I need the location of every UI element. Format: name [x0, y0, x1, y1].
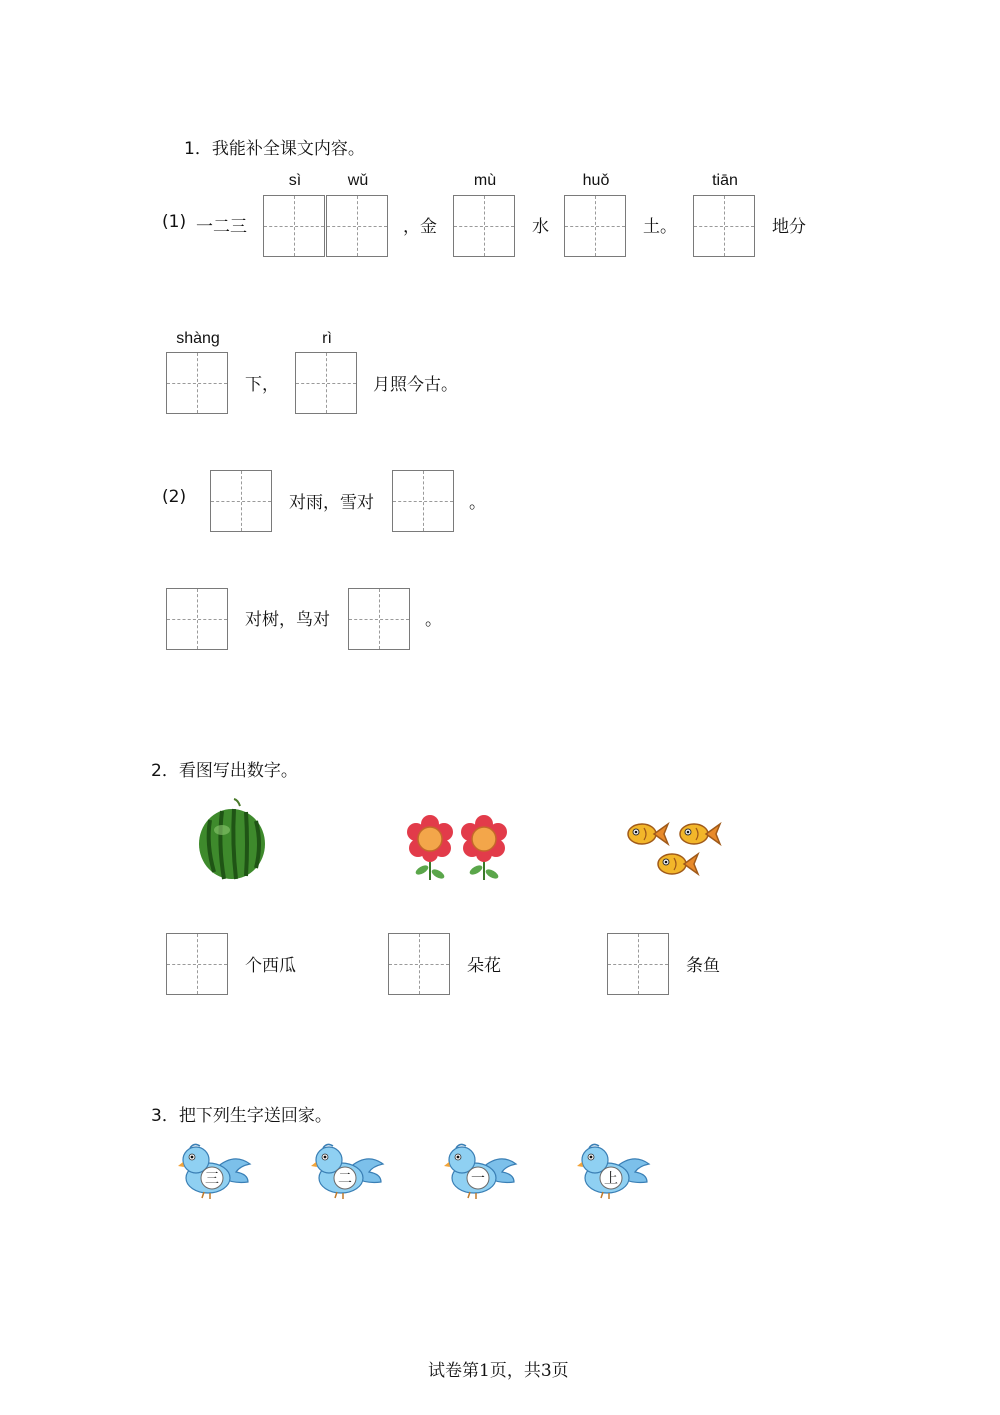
bird-icon[interactable]: [575, 1142, 651, 1202]
fish-icon: [624, 816, 728, 882]
watermelon-icon: [192, 796, 272, 886]
answer-box-huo[interactable]: [564, 195, 626, 257]
answer-box-shang[interactable]: [166, 352, 228, 414]
answer-box-part2-3[interactable]: [166, 588, 228, 650]
answer-box-mu[interactable]: [453, 195, 515, 257]
bird-character: 二: [338, 1171, 352, 1187]
fish-label: 条鱼: [686, 956, 720, 976]
period-1: 。: [469, 493, 486, 513]
tu-text: 土。: [643, 217, 677, 237]
q1-part1-label: (1): [162, 212, 187, 232]
answer-box-flower[interactable]: [388, 933, 450, 995]
page-footer: 试卷第1页，共3页: [428, 1361, 569, 1381]
q1-title: 1．我能补全课文内容。: [184, 139, 365, 159]
bird-character: 三: [205, 1171, 219, 1187]
answer-box-part2-1[interactable]: [210, 470, 272, 532]
bird-character: 上: [604, 1171, 618, 1187]
flower-label: 朵花: [467, 956, 501, 976]
answer-box-watermelon[interactable]: [166, 933, 228, 995]
answer-box-part2-4[interactable]: [348, 588, 410, 650]
bird-icon[interactable]: [309, 1142, 385, 1202]
xia-text: 下，: [245, 375, 279, 395]
duishu-niaodui-text: 对树，鸟对: [245, 610, 330, 630]
bird-icon[interactable]: [442, 1142, 518, 1202]
duiyu-xuedui-text: 对雨，雪对: [289, 493, 374, 513]
pinyin-wu: wǔ: [347, 172, 369, 189]
answer-box-fish[interactable]: [607, 933, 669, 995]
watermelon-label: 个西瓜: [245, 956, 296, 976]
pinyin-si: sì: [288, 172, 302, 189]
answer-box-ri[interactable]: [295, 352, 357, 414]
bird-icon[interactable]: [176, 1142, 252, 1202]
pinyin-huo: huǒ: [582, 172, 610, 189]
period-2: 。: [425, 610, 442, 630]
q3-title: 3．把下列生字送回家。: [151, 1106, 332, 1126]
yuezhaojingu-text: 月照今古。: [373, 375, 458, 395]
flower-icon: [402, 812, 512, 884]
comma-jin-text: ，金: [403, 217, 437, 237]
answer-box-part2-2[interactable]: [392, 470, 454, 532]
pinyin-shang: shàng: [176, 330, 220, 347]
line1-text: 一二三: [196, 217, 247, 237]
answer-box-tian[interactable]: [693, 195, 755, 257]
shui-text: 水: [532, 217, 549, 237]
pinyin-ri: rì: [322, 330, 332, 347]
pinyin-tian: tiān: [712, 172, 738, 189]
difen-text: 地分: [772, 217, 806, 237]
answer-box-si[interactable]: [263, 195, 325, 257]
q1-part2-label: (2): [162, 487, 187, 507]
pinyin-mu: mù: [473, 172, 497, 189]
answer-box-wu[interactable]: [326, 195, 388, 257]
q2-title: 2．看图写出数字。: [151, 761, 298, 781]
bird-character: 一: [471, 1171, 485, 1187]
